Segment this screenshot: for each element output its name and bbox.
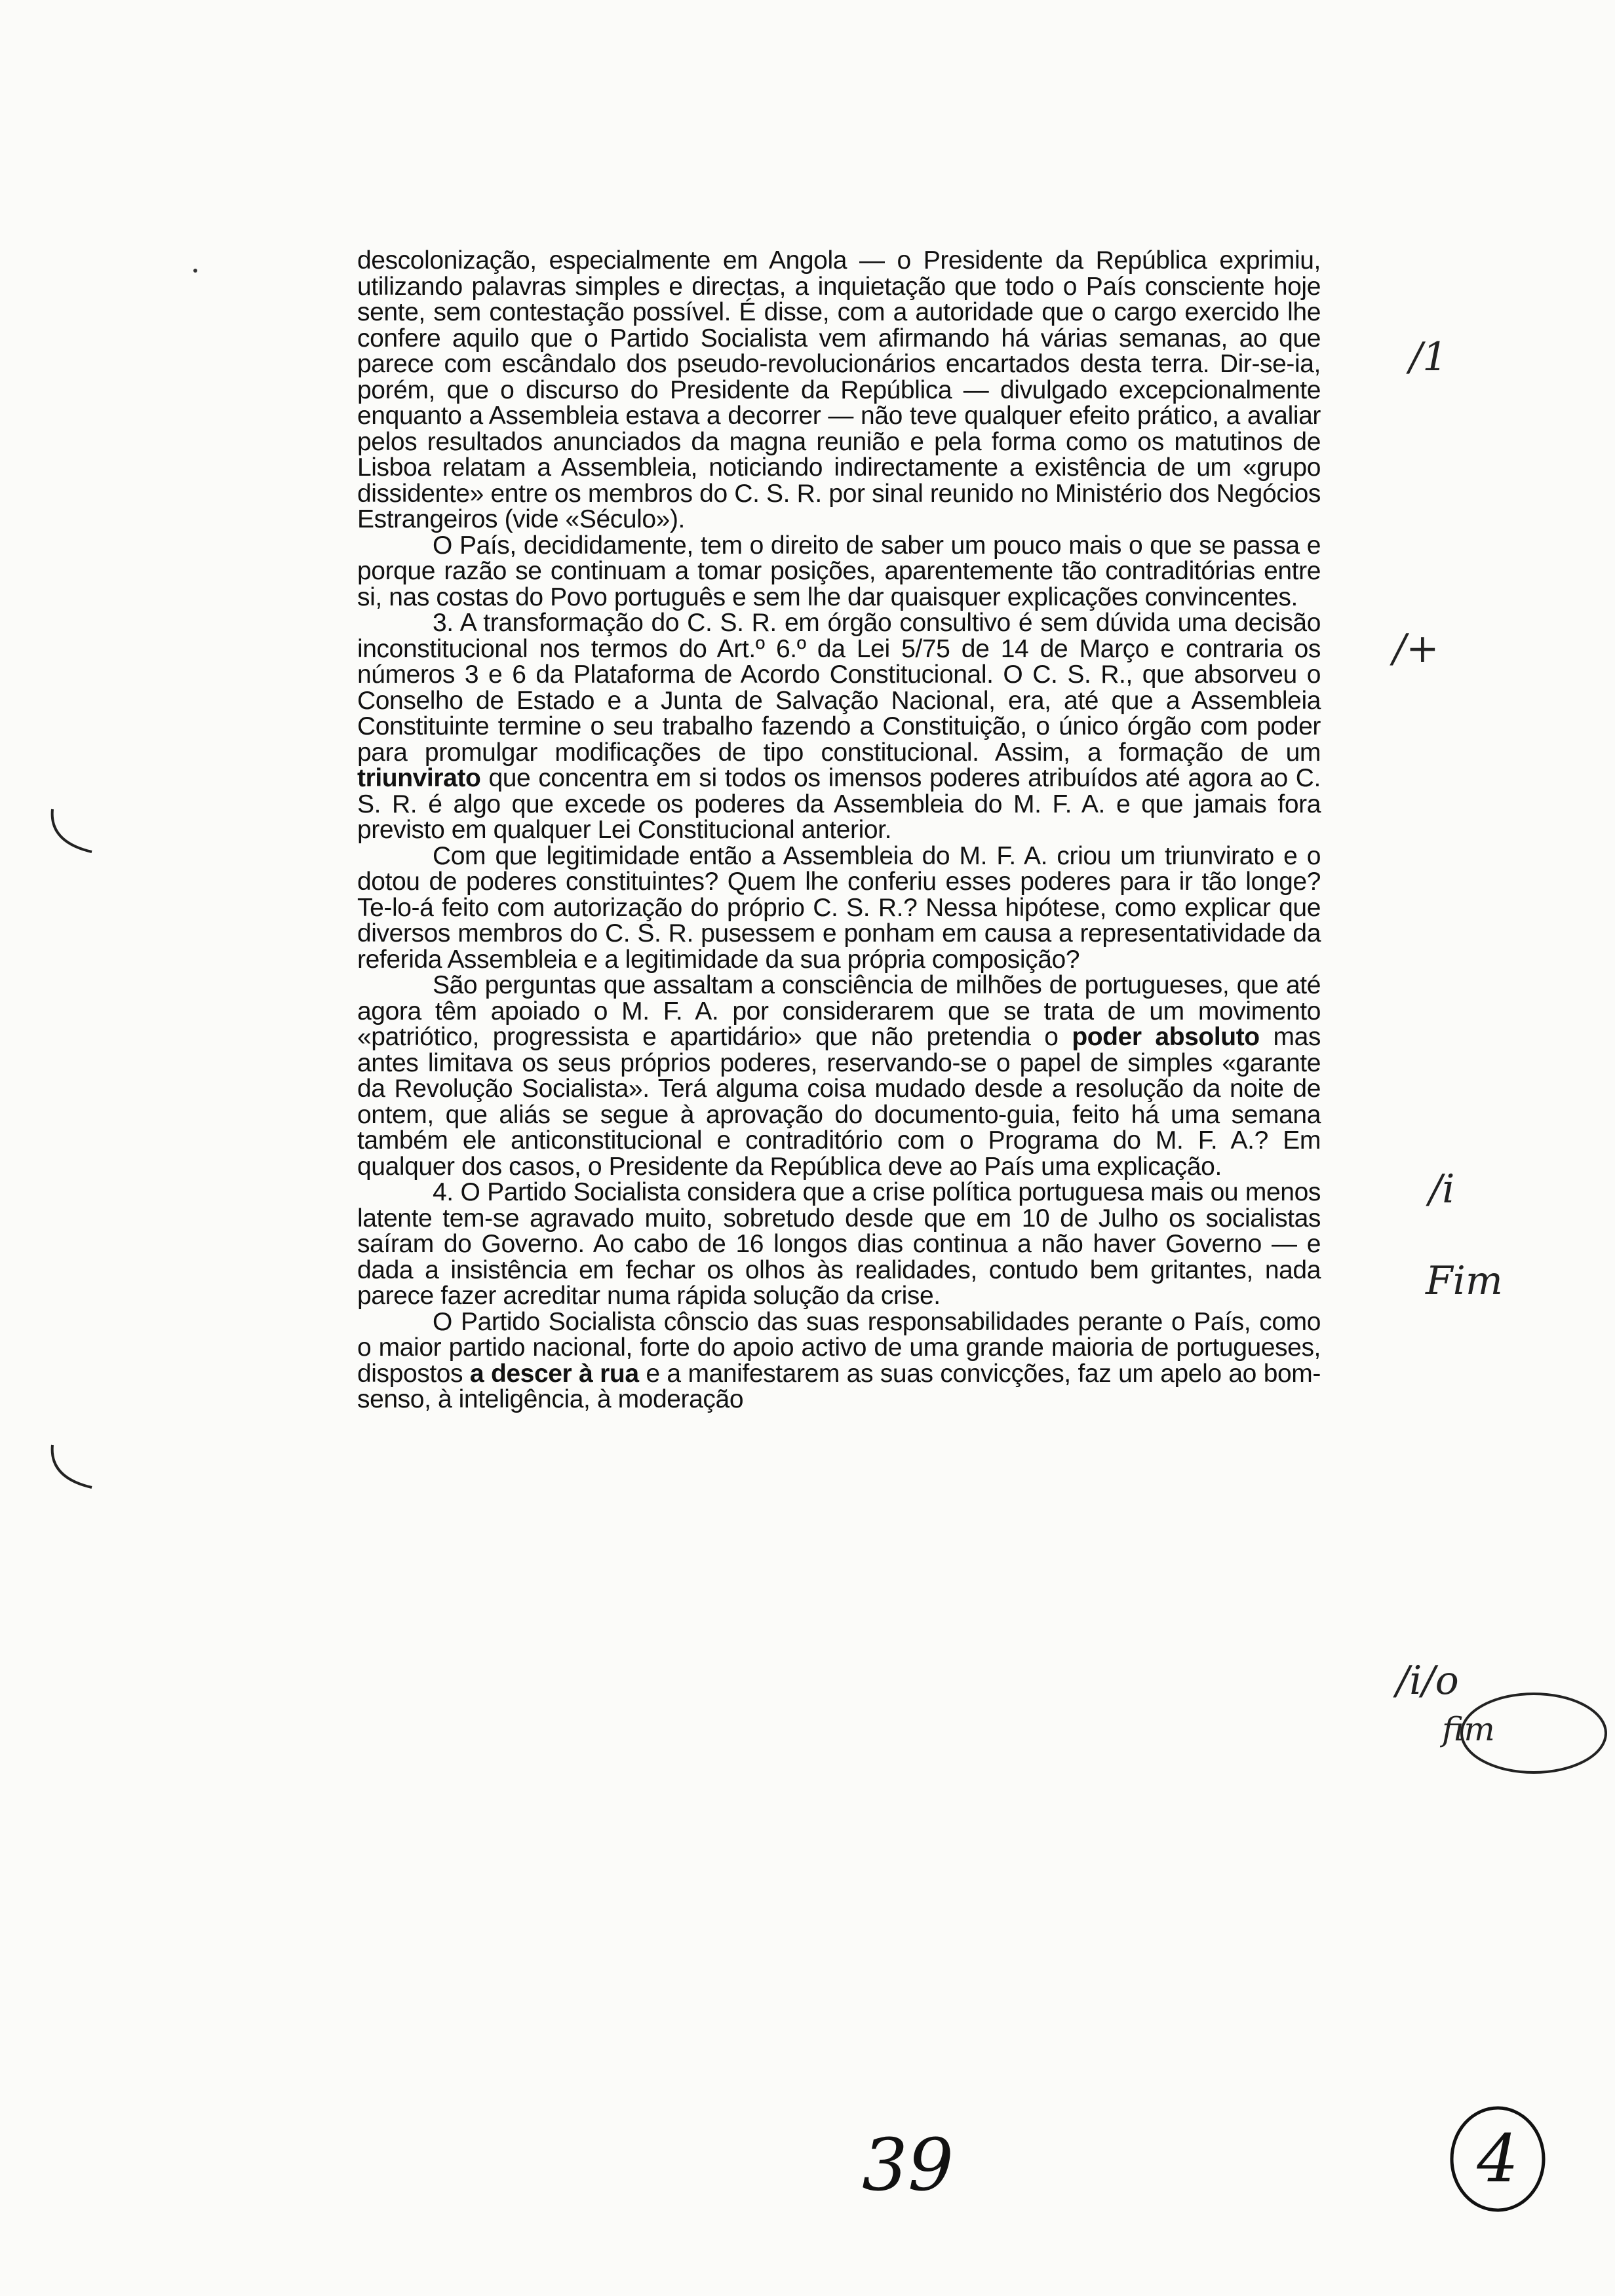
sheet-number-text: 4 xyxy=(1477,2120,1519,2197)
margin-note-4: Fim xyxy=(1426,1258,1503,1304)
paragraph-7-text: O Partido Socialista cônscio das suas responsabilidades perante o País, como o maior partido nacional, forte do apoio activo de uma grande maioria de portugueses, dispostos xyxy=(357,1307,1321,1388)
paragraph-1: descolonização, especialmente em Angola — o Presidente da República exprimiu, utilizando palavras simples e directas, a inquietação que todo o País consciente hoje sente, sem contestação possível. É disse, com a autoridade que o cargo exercido lhe confere aquilo que o Partido Socialista vem afirmando há várias semanas, ao que parece com escândalo dos pseudo-revolucionários encartados desta terra. Dir-se-ia, porém, que o discurso do Presidente da República — divulgado excepcionalmente enquanto a Assembleia estava a decorrer — não teve qualquer efeito prático, a avaliar pelos resultados anunciados da magna reunião e pela forma como os matutinos de Lisboa relatam a Assembleia, noticiando indirectamente a existência de um «grupo dissidente» entre os membros do C. S. R. por sinal reunido no Ministério dos Negócios Estrangeiros (vide «Século»). xyxy=(357,246,1321,533)
bold-term-triunvirato: triunvirato xyxy=(357,764,481,792)
margin-note-6: fim xyxy=(1442,1710,1495,1748)
paragraph-7 xyxy=(357,1309,1321,1413)
sheet-number xyxy=(1442,2103,1553,2215)
margin-speck xyxy=(193,269,197,273)
margin-circle-mark xyxy=(1403,1651,1612,1782)
paragraph-2: O País, decididamente, tem o direito de saber um pouco mais o que se passa e porque razão se continuam a tomar posições, aparentemente tão contraditórias entre si, nas costas do Povo português e sem lhe dar quaisquer explicações convincentes. xyxy=(357,531,1321,611)
bold-term-descer-a-rua: a descer à rua xyxy=(469,1359,639,1388)
paragraph-5-text-end: mas antes limitava os seus próprios poderes, reservando-se o papel de simples «garante da Revolução Socialista». Terá alguma coisa mudado desde a resolução da noite de ontem, que aliás se segue à aprovação do documento-guia, feito há uma semana também ele anticonstitucional e contraditório com o Programa do M. F. A.? Em qualquer dos casos, o Presidente da República deve ao País uma explicação. xyxy=(357,1023,1321,1181)
margin-note-3: /i xyxy=(1429,1166,1455,1212)
paragraph-3 xyxy=(357,610,1321,843)
paragraph-4: Com que legitimidade então a Assembleia do M. F. A. criou um triunvirato e o dotou de poderes constituintes? Quem lhe conferiu esses poderes para ir tão longe? Te-lo-á feito com autorização do próprio C. S. R.? Nessa hipótese, como explicar que diversos membros do C. S. R. pusessem e ponham em causa a representatividade da referida Assembleia e a legitimidade da sua própria composição? xyxy=(357,841,1321,974)
document-body xyxy=(357,248,1321,1413)
paragraph-3-text-end: que concentra em si todos os imensos poderes atribuídos até agora ao C. S. R. é algo que excede os poderes da Assembleia do M. F. A. e que jamais fora previsto em qualquer Lei Constitucional anterior. xyxy=(357,764,1321,844)
paragraph-5 xyxy=(357,972,1321,1179)
margin-note-1: /1 xyxy=(1409,334,1448,380)
bold-term-poder-absoluto: poder absoluto xyxy=(1072,1023,1260,1051)
margin-bracket-1 xyxy=(39,806,98,858)
paragraph-5-text: São perguntas que assaltam a consciência de milhões de portugueses, que até agora têm apoiado o M. F. A. por considerarem que se trata de um movimento «patriótico, progressista e apartidário» que não pretendia o xyxy=(357,971,1321,1051)
paragraph-7-text-end: e a manifestarem as suas convicções, faz um apelo ao bom-senso, à inteligência, à moderação xyxy=(357,1359,1321,1413)
margin-note-2: /+ xyxy=(1393,626,1439,672)
paragraph-3-text: 3. A transformação do C. S. R. em órgão consultivo é sem dúvida uma decisão inconstitucional nos termos do Art.º 6.º da Lei 5/75 de 14 de Março e contraria os números 3 e 6 da Plataforma de Acordo Constitucional. O C. S. R., que absorveu o Conselho de Estado e a Junta de Salvação Nacional, era, até que a Assembleia Constituinte termine o seu trabalho fazendo a Constituição, o único órgão com poder para promulgar modificações de tipo constitucional. Assim, a formação de um xyxy=(357,609,1321,767)
page-number: 39 xyxy=(862,2123,954,2207)
margin-note-5: /i/o xyxy=(1396,1658,1459,1704)
margin-bracket-2 xyxy=(39,1442,98,1494)
paragraph-6: 4. O Partido Socialista considera que a crise política portuguesa mais ou menos latente tem-se agravado muito, sobretudo desde que em 10 de Julho os socialistas saíram do Governo. Ao cabo de 16 longos dias continua a não haver Governo — e dada a insistência em fechar os olhos às realidades, contudo bem gritantes, nada parece fazer acreditar numa rápida solução da crise. xyxy=(357,1178,1321,1310)
